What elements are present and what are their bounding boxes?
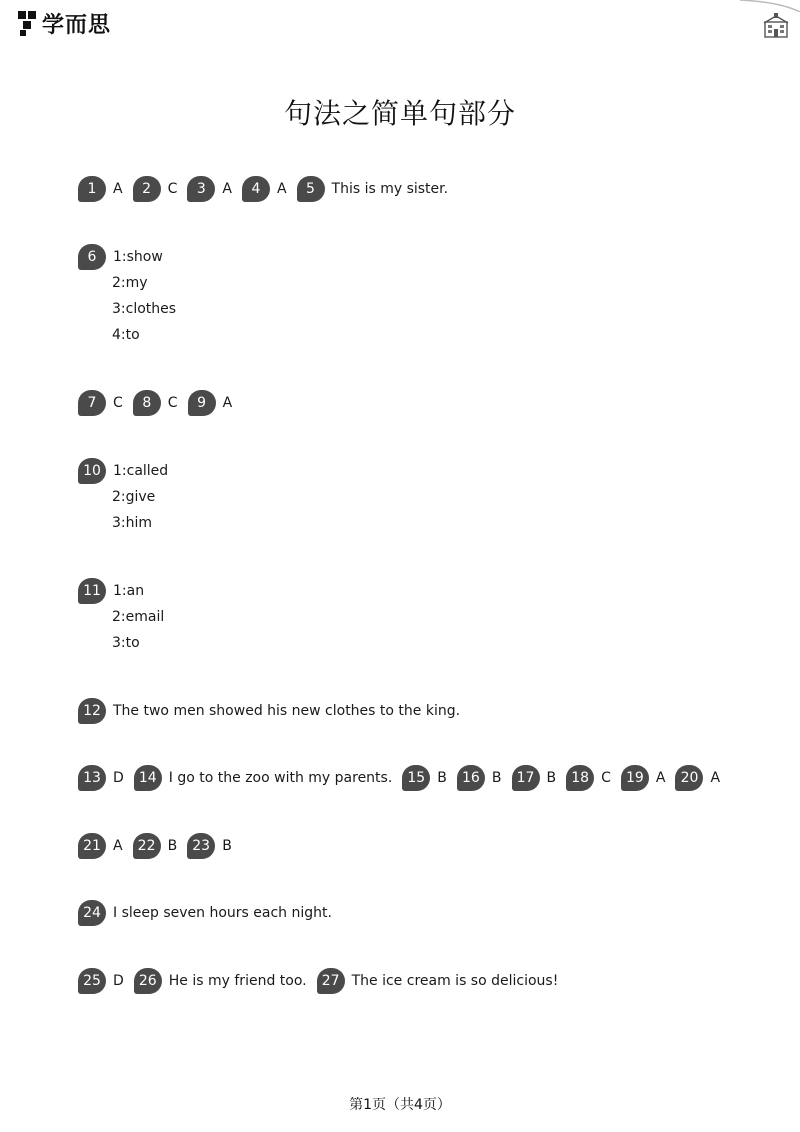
answer-block xyxy=(78,578,164,656)
answer-block xyxy=(78,176,458,202)
answer-item xyxy=(78,390,123,416)
answer-text: A xyxy=(113,181,123,197)
page-title: 句法之简单句部分 xyxy=(283,97,516,130)
question-number-badge: 16 xyxy=(457,765,485,791)
answer-row xyxy=(78,390,242,416)
question-number-badge: 20 xyxy=(675,765,703,791)
question-number-badge: 14 xyxy=(134,765,162,791)
answer-item xyxy=(78,765,124,791)
question-number-badge: 9 xyxy=(188,390,216,416)
question-number-badge: 1 xyxy=(78,176,106,202)
answer-line: 2:email xyxy=(112,609,165,625)
question-number-badge: 3 xyxy=(187,176,215,202)
answer-item xyxy=(402,765,447,791)
answer-text: B xyxy=(167,838,178,854)
answer-text: This is my sister. xyxy=(331,181,449,197)
answer-text: A xyxy=(276,181,287,197)
answer-text: A xyxy=(113,838,123,854)
corner-decoration xyxy=(740,0,800,12)
brand-logo xyxy=(16,8,111,38)
answer-text: C xyxy=(167,181,178,197)
answer-block xyxy=(78,900,342,926)
answer-block xyxy=(78,765,730,791)
answer-line: 1:an xyxy=(113,583,145,599)
question-number-badge: 7 xyxy=(78,390,106,416)
question-number-badge: 13 xyxy=(78,765,106,791)
question-number-badge: 19 xyxy=(621,765,649,791)
page-footer: 第1页（共4页） xyxy=(349,1097,451,1113)
answer-item xyxy=(78,833,123,859)
answer-row xyxy=(78,833,242,859)
answer-line: 3:clothes xyxy=(112,301,177,317)
question-number-badge: 24 xyxy=(78,900,106,926)
answer-text: B xyxy=(222,838,232,854)
answer-text: A xyxy=(710,770,721,786)
answer-item xyxy=(78,698,460,724)
question-number-badge: 17 xyxy=(512,765,540,791)
answer-line: 3:to xyxy=(112,635,140,651)
answer-block xyxy=(78,390,242,416)
answer-block xyxy=(78,244,176,348)
question-number-badge: 27 xyxy=(317,968,345,994)
question-number-badge: 10 xyxy=(78,458,106,484)
answer-row xyxy=(78,244,176,270)
question-number-badge: 21 xyxy=(78,833,106,859)
answer-item xyxy=(134,765,393,791)
answer-text: The ice cream is so delicious! xyxy=(351,973,559,989)
answer-line: 2:give xyxy=(112,489,156,505)
question-number-badge: 22 xyxy=(133,833,161,859)
answer-row xyxy=(78,578,164,604)
answer-text: C xyxy=(113,395,123,411)
answer-text: I go to the zoo with my parents. xyxy=(168,770,393,786)
answer-text: He is my friend too. xyxy=(168,973,307,989)
answer-item xyxy=(187,176,232,202)
answer-item xyxy=(188,390,233,416)
question-number-badge: 2 xyxy=(133,176,161,202)
answer-item xyxy=(133,176,178,202)
answer-item xyxy=(78,176,123,202)
answer-row xyxy=(78,458,168,484)
answer-item xyxy=(187,833,232,859)
question-number-badge: 5 xyxy=(297,176,325,202)
school-icon xyxy=(762,12,790,40)
answer-text: A xyxy=(655,770,666,786)
answer-item xyxy=(621,765,666,791)
answer-text: C xyxy=(167,395,178,411)
answer-block xyxy=(78,833,242,859)
answer-item xyxy=(133,833,178,859)
answer-text: B xyxy=(437,770,447,786)
answer-row xyxy=(78,176,458,202)
answer-item xyxy=(297,176,449,202)
answer-text: C xyxy=(601,770,611,786)
answer-text: D xyxy=(113,770,124,786)
answer-item xyxy=(242,176,287,202)
answer-block xyxy=(78,698,470,724)
answer-item xyxy=(457,765,502,791)
answer-line: 2:my xyxy=(112,275,148,291)
question-number-badge: 26 xyxy=(134,968,162,994)
answer-item xyxy=(317,968,559,994)
question-number-badge: 18 xyxy=(566,765,594,791)
question-number-badge: 6 xyxy=(78,244,106,270)
answer-text: D xyxy=(113,973,124,989)
answer-line: 3:him xyxy=(112,515,153,531)
answer-item xyxy=(133,390,178,416)
answer-item xyxy=(78,968,124,994)
answer-text: B xyxy=(491,770,502,786)
answer-item xyxy=(78,900,332,926)
answer-item xyxy=(134,968,307,994)
answer-text: B xyxy=(546,770,557,786)
answer-row xyxy=(78,698,470,724)
answer-text: The two men showed his new clothes to the king. xyxy=(113,703,461,719)
logo-mark-icon xyxy=(16,9,38,37)
answer-block xyxy=(78,968,568,994)
answer-line: 1:called xyxy=(113,463,169,479)
question-number-badge: 25 xyxy=(78,968,106,994)
answer-item xyxy=(566,765,611,791)
question-number-badge: 11 xyxy=(78,578,106,604)
answer-row xyxy=(78,765,730,791)
answer-line: 1:show xyxy=(113,249,163,265)
answer-row xyxy=(78,900,342,926)
answer-text: A xyxy=(222,395,233,411)
answer-row xyxy=(78,968,568,994)
answer-item xyxy=(675,765,720,791)
question-number-badge: 15 xyxy=(402,765,430,791)
answer-block xyxy=(78,458,168,536)
answer-line: 4:to xyxy=(112,327,140,343)
question-number-badge: 8 xyxy=(133,390,161,416)
question-number-badge: 4 xyxy=(242,176,270,202)
answer-text: I sleep seven hours each night. xyxy=(113,905,332,921)
question-number-badge: 23 xyxy=(187,833,215,859)
answer-text: A xyxy=(222,181,232,197)
answer-item xyxy=(512,765,557,791)
logo-text: 学而思 xyxy=(42,12,112,38)
question-number-badge: 12 xyxy=(78,698,106,724)
